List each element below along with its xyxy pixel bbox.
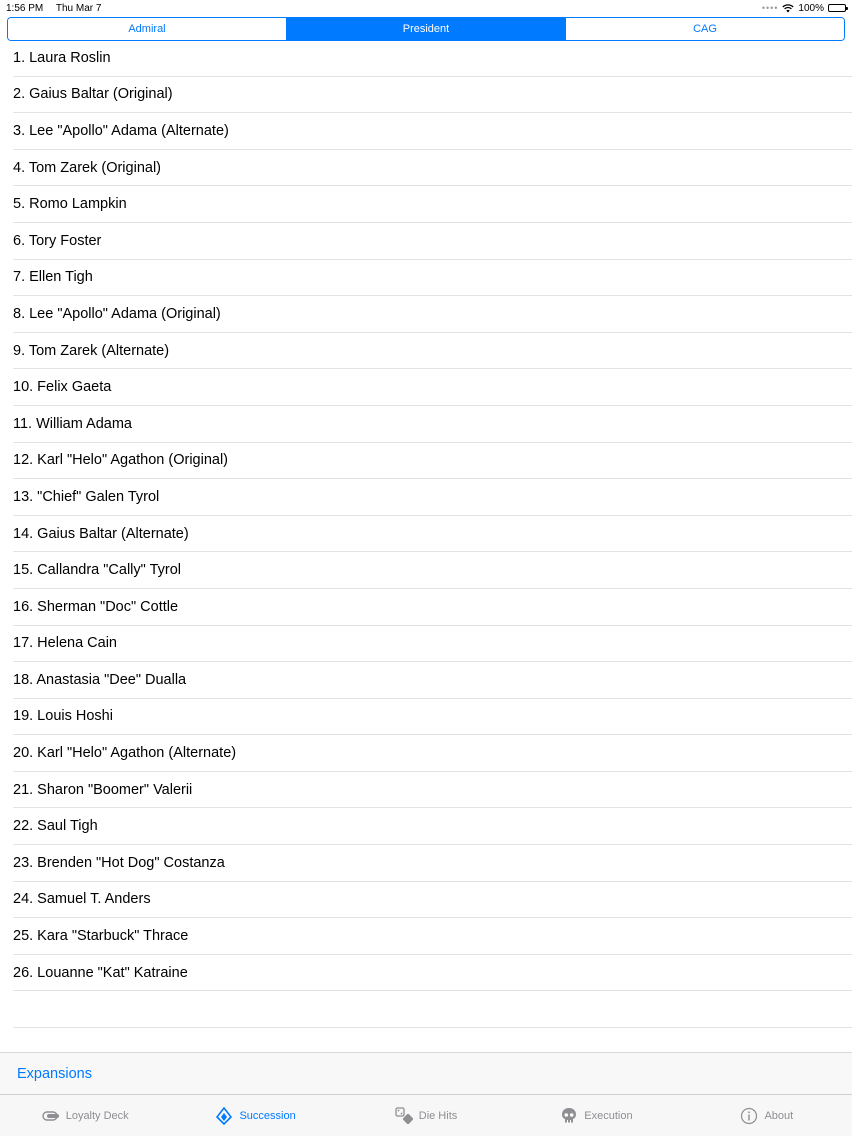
loyalty-deck-icon — [42, 1107, 60, 1125]
tab-bar — [0, 1094, 852, 1136]
battery-percent: 100% — [798, 2, 824, 14]
expansions-button[interactable]: Expansions — [17, 1065, 92, 1082]
status-right — [762, 3, 846, 14]
list-item[interactable]: 2. Gaius Baltar (Original) — [13, 77, 852, 114]
tab-label: Execution — [584, 1109, 633, 1122]
segment-admiral[interactable]: Admiral — [8, 18, 287, 40]
battery-icon — [828, 4, 846, 12]
tab-loyalty-deck[interactable] — [0, 1095, 170, 1136]
list-item[interactable]: 18. Anastasia "Dee" Dualla — [13, 662, 852, 699]
tab-label: Loyalty Deck — [65, 1109, 129, 1122]
tab-die-hits[interactable] — [341, 1095, 511, 1136]
list-item[interactable]: 26. Louanne "Kat" Katraine — [13, 955, 852, 992]
list-item[interactable]: 12. Karl "Helo" Agathon (Original) — [13, 443, 852, 480]
empty-row — [13, 991, 852, 1028]
list-item[interactable]: 1. Laura Roslin — [13, 40, 852, 77]
list-item[interactable]: 14. Gaius Baltar (Alternate) — [13, 516, 852, 553]
list-item[interactable]: 4. Tom Zarek (Original) — [13, 150, 852, 187]
tab-succession[interactable] — [170, 1095, 340, 1136]
expansions-toolbar — [0, 1052, 852, 1094]
status-left — [6, 3, 111, 14]
list-item[interactable]: 9. Tom Zarek (Alternate) — [13, 333, 852, 370]
list-item[interactable]: 13. "Chief" Galen Tyrol — [13, 479, 852, 516]
list-item[interactable]: 7. Ellen Tigh — [13, 260, 852, 297]
list-item[interactable]: 20. Karl "Helo" Agathon (Alternate) — [13, 735, 852, 772]
list-item[interactable]: 15. Callandra "Cally" Tyrol — [13, 552, 852, 589]
info-icon — [740, 1107, 758, 1125]
die-hits-icon — [395, 1107, 413, 1125]
list-item[interactable]: 22. Saul Tigh — [13, 808, 852, 845]
list-item[interactable]: 10. Felix Gaeta — [13, 369, 852, 406]
list-item[interactable]: 17. Helena Cain — [13, 626, 852, 663]
signal-dots-icon: •••• — [761, 3, 779, 13]
status-bar — [0, 0, 852, 16]
tab-label: Die Hits — [418, 1109, 458, 1122]
list-item[interactable]: 5. Romo Lampkin — [13, 186, 852, 223]
succession-icon — [215, 1107, 233, 1125]
list-item[interactable]: 21. Sharon "Boomer" Valerii — [13, 772, 852, 809]
list-item[interactable]: 11. William Adama — [13, 406, 852, 443]
skull-icon — [560, 1107, 578, 1125]
list-item[interactable]: 16. Sherman "Doc" Cottle — [13, 589, 852, 626]
segment-president[interactable]: President — [287, 18, 566, 40]
list-item[interactable]: 6. Tory Foster — [13, 223, 852, 260]
list-item[interactable]: 24. Samuel T. Anders — [13, 882, 852, 919]
list-item[interactable]: 23. Brenden "Hot Dog" Costanza — [13, 845, 852, 882]
list-item[interactable]: 25. Kara "Starbuck" Thrace — [13, 918, 852, 955]
list-item[interactable]: 3. Lee "Apollo" Adama (Alternate) — [13, 113, 852, 150]
status-time: 1:56 PM — [6, 2, 44, 14]
tab-about[interactable] — [682, 1095, 852, 1136]
tab-execution[interactable] — [511, 1095, 681, 1136]
list-item[interactable]: 8. Lee "Apollo" Adama (Original) — [13, 296, 852, 333]
status-date: Thu Mar 7 — [55, 2, 102, 14]
role-segmented-control — [7, 17, 845, 41]
succession-list — [0, 40, 852, 1028]
list-item[interactable]: 19. Louis Hoshi — [13, 699, 852, 736]
tab-label: Succession — [239, 1109, 296, 1122]
wifi-icon — [782, 3, 794, 13]
tab-label: About — [764, 1109, 794, 1122]
segment-cag[interactable]: CAG — [566, 18, 844, 40]
